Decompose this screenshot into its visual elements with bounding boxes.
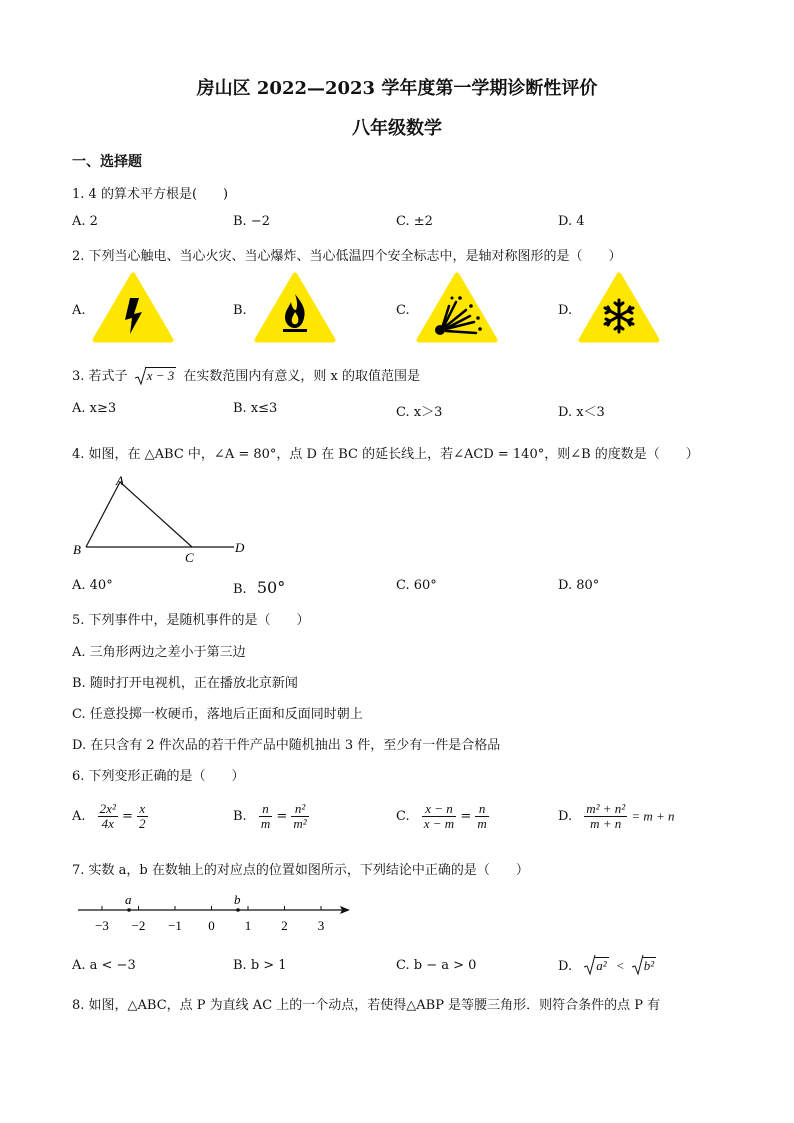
q3-option-a: A. x≥3 [72,401,117,416]
q6-c-num: x − n [422,802,456,817]
q6-b-rden: m² [293,816,307,831]
lightning-sign-icon [92,272,174,344]
question-8-stem: 8. 如图，△ABC，点 P 为直线 AC 上的一个动点，若使得△ABP 是等腰三角形．则符合条件的点 P 有 [72,998,661,1013]
q6-b-eq: = [276,809,288,824]
q6-c-den: x − m [423,816,455,831]
page-title: 房山区 2022—2023 学年度第一学期诊断性评价 [196,78,598,99]
radical-sign-icon [584,954,596,976]
q6-c-eq: = [460,809,472,824]
label-c: C [185,550,194,565]
q6-a-right-fraction [137,802,148,831]
q6-a-rnum: x [137,802,148,817]
triangle-figure [68,470,268,566]
question-3-stem [72,365,420,384]
q2-option-a: A. [72,303,86,318]
question-5-stem: 5. 下列事件中，是随机事件的是（ ） [72,613,310,628]
segment-ab [86,482,120,547]
radical-sign-icon [632,954,644,976]
q2-option-d: D. [558,303,573,318]
q6-c-rnum: n [475,802,488,817]
point-b-label: b [234,892,241,907]
q6-a-eq: = [121,809,133,824]
label-d: D [235,540,245,555]
q5-option-b: B. 随时打开电视机，正在播放北京新闻 [72,676,298,691]
q6-a-left-fraction [98,802,118,831]
q7-d-left-radical [584,958,608,974]
q3-radicand: x − 3 [146,368,175,383]
q3-stem-post: 在实数范围内有意义，则 x 的取值范围是 [183,369,420,384]
q3-stem-pre: 3. 若式子 [72,369,128,384]
q6-d-left-fraction [584,802,627,831]
q2-option-c: C. [396,303,410,318]
q6-b-letter: B. [233,809,247,824]
q1-option-d: D. 4 [558,214,585,229]
q6-option-c [396,802,489,831]
label-b: B [73,542,81,557]
q7-d-letter: D. [558,959,573,974]
snowflake-sign-icon [578,272,660,344]
q1-option-a: A. 2 [72,214,98,229]
q7-d-left-radicand: a² [596,958,607,973]
question-7-stem: 7. 实数 a，b 在数轴上的对应点的位置如图所示，下列结论中正确的是（ ） [72,863,529,878]
q6-b-left-fraction [259,802,272,831]
q7-option-c: C. b − a > 0 [396,958,477,973]
q4-option-d: D. 80° [558,578,600,593]
q1-option-c: C. ±2 [396,214,433,229]
q6-option-a [72,802,148,831]
axis-tick-label: −2 [131,918,146,933]
q4-option-b [233,578,285,597]
q6-a-den: 4x [101,816,114,831]
fire-sign-icon [254,272,336,344]
q6-a-rden: 2 [139,816,146,831]
q3-option-c: C. x＞3 [396,405,443,420]
axis-tick-label: −3 [95,918,109,933]
q4-option-b-letter: B. [233,582,247,597]
q5-option-a: A. 三角形两边之差小于第三边 [72,645,246,660]
q6-a-letter: A. [72,809,86,824]
q6-d-letter: D. [558,809,573,824]
q7-d-right-radicand: b² [643,958,655,973]
q6-d-den: m + n [590,816,622,831]
point-a [127,908,131,912]
q5-option-d: D. 在只含有 2 件次品的若干件产品中随机抽出 3 件，至少有一件是合格品 [72,738,501,753]
q6-b-den: m [260,816,271,831]
q3-option-b: B. x≤3 [233,401,278,416]
label-a: A [116,473,124,488]
q4-option-c: C. 60° [396,578,437,593]
q1-option-b: B. −2 [233,214,270,229]
q7-option-b: B. b > 1 [233,958,287,973]
page-subtitle: 八年级数学 [352,118,442,139]
q6-b-right-fraction [291,802,308,831]
axis-tick-label: 3 [317,918,325,933]
q7-d-right-radical [632,958,656,974]
number-line [72,888,362,938]
point-a-label: a [125,892,132,907]
q6-c-letter: C. [396,809,410,824]
q2-option-b: B. [233,303,247,318]
q7-option-d [558,958,656,974]
q7-d-rel: < [615,958,625,973]
question-6-stem: 6. 下列变形正确的是（ ） [72,769,245,784]
q6-a-num: 2x² [99,801,116,816]
q6-c-right-fraction [475,802,488,831]
question-4-stem: 4. 如图，在 △ABC 中，∠A = 80°，点 D 在 BC 的延长线上，若∠ACD = 140°，则∠B 的度数是（ ） [72,447,699,462]
q6-option-d [558,802,675,831]
section-heading: 一、选择题 [72,154,142,170]
explosion-sign-icon [416,272,498,344]
q6-d-eq: = m + n [631,808,675,824]
q6-b-num: n [259,802,272,817]
q4-option-b-value: 50° [256,578,286,597]
q6-option-b [233,802,309,831]
q6-d-num: m² + n² [586,801,626,816]
point-b [236,908,240,912]
axis-tick-label: 0 [208,918,215,933]
q4-option-a: A. 40° [72,578,113,593]
q3-option-d: D. x＜3 [558,405,605,420]
q7-option-a: A. a < −3 [72,958,136,973]
segment-ac [120,482,192,547]
question-1-stem: 1. 4 的算术平方根是( ) [72,187,229,202]
question-2-stem: 2. 下列当心触电、当心火灾、当心爆炸、当心低温四个安全标志中，是轴对称图形的是（ ） [72,249,622,264]
axis-tick-label: −1 [168,918,182,933]
q6-c-left-fraction [422,802,456,831]
axis-tick-label: 1 [244,918,252,933]
q5-option-c: C. 任意投掷一枚硬币，落地后正面和反面同时朝上 [72,707,363,722]
radical-sign-icon [135,366,147,386]
q6-b-rnum: n² [291,802,308,817]
q3-radical [135,368,177,384]
q6-c-rden: m [477,816,487,831]
axis-tick-label: 2 [281,918,288,933]
